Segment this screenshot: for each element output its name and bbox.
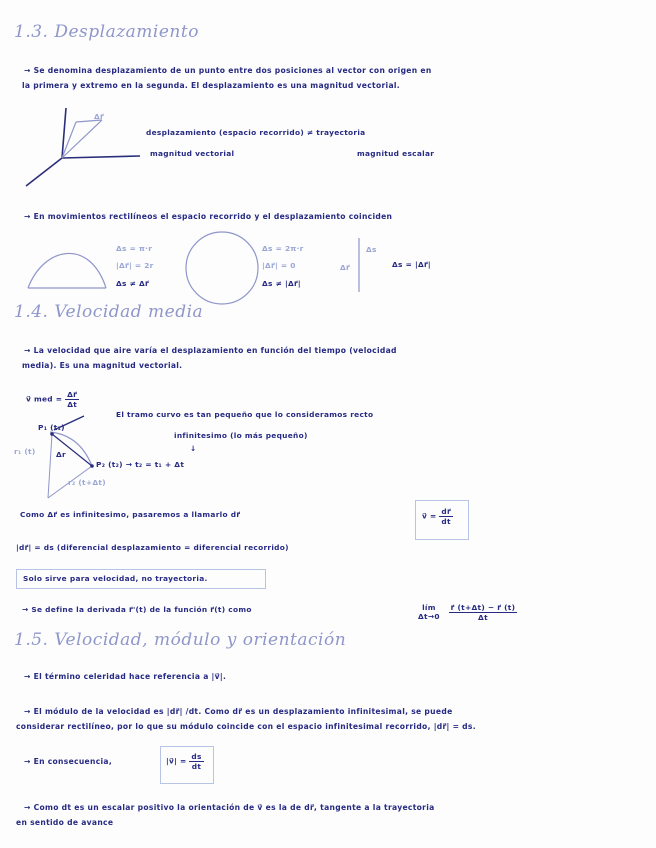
note-arrow: ↓ <box>190 444 197 453</box>
line-ds-label: Δs <box>366 245 377 254</box>
fraction-numerator: dr⃗ <box>441 507 451 516</box>
paragraph-desplazamiento-definition <box>24 63 432 93</box>
arc-dr-label: |Δr⃗| = 2r <box>116 261 154 270</box>
circle-diagram <box>182 230 262 310</box>
text-line: → El módulo de la velocidad es |dr⃗| /dt. Como dr⃗ es un desplazamiento infinitesimal, se puede <box>24 707 453 716</box>
fraction-numerator: r⃗ (t+Δt) − r⃗ (t) <box>450 603 516 612</box>
dr-label: Δr <box>56 450 66 459</box>
fraction-numerator: ds <box>191 752 202 761</box>
paragraph-velocidad-media <box>24 343 397 373</box>
limit-operator <box>418 603 440 621</box>
text-line: en sentido de avance <box>16 818 114 827</box>
limit-word: lím <box>422 603 436 612</box>
circle-dr-label: |Δr⃗| = 0 <box>262 261 296 270</box>
fraction-denominator: dt <box>441 517 451 526</box>
como-line: Como Δr⃗ es infinitesimo, pasaremos a llamarlo dr⃗ <box>20 510 241 519</box>
fraction-denominator: Δt <box>478 613 488 622</box>
paragraph-rectilineo <box>24 209 392 224</box>
note-infinitesimo: infinitesimo (lo más pequeño) <box>174 431 308 440</box>
circle-ds-label: Δs = 2π·r <box>262 244 304 253</box>
arc-ds-label: Δs = π·r <box>116 244 153 253</box>
text-line: la primera y extremo en la segunda. El desplazamiento es una magnitud vectorial. <box>22 81 400 90</box>
line-diagram <box>355 236 365 296</box>
text-line: media). Es una magnitud vectorial. <box>22 361 183 370</box>
p1-point-label: P₁ (t₁) <box>38 423 65 432</box>
text-line: → Se denomina desplazamiento de un punto entre dos posiciones al vector con origen en <box>24 66 432 75</box>
derivative-definition: → Se define la derivada r⃗'(t) de la función r⃗(t) como <box>22 605 252 614</box>
fraction-numerator: Δr⃗ <box>67 390 78 399</box>
note-box <box>16 569 266 589</box>
diagram-note-line1: desplazamiento (espacio recorrido) ≠ trayectoria <box>146 128 366 137</box>
text-line: → Como dt es un escalar positivo la orientación de v⃗ es la de dr⃗, tangente a la trayectoria <box>24 803 435 812</box>
dr-ds-line: |dr⃗| = ds (diferencial desplazamiento = diferencial recorrido) <box>16 543 289 552</box>
paragraph-consecuencia <box>24 754 112 769</box>
vmed-formula <box>26 390 79 409</box>
axes-diagram <box>20 100 160 200</box>
line-equal-label: Δs = |Δr⃗| <box>392 260 431 269</box>
r2-label: r₂ (t+Δt) <box>68 478 106 487</box>
text-line: → La velocidad que aire varía el desplazamiento en función del tiempo (velocidad <box>24 346 397 355</box>
fraction-denominator: Δt <box>67 400 78 409</box>
paragraph-modulo <box>16 704 476 734</box>
circle-compare-label: Δs ≠ |Δr⃗| <box>262 279 301 288</box>
limit-formula <box>418 603 517 622</box>
section-title-1-5: 1.5. Velocidad, módulo y orientación <box>14 630 347 650</box>
text-line: → En consecuencia, <box>24 757 113 766</box>
limit-subscript: Δt→0 <box>418 612 440 621</box>
diagram-note-escalar: magnitud escalar <box>357 149 435 158</box>
diagram-note-vectorial: magnitud vectorial <box>150 149 235 158</box>
vmed-lhs: v⃗ med = <box>26 394 63 404</box>
note-tramo-curvo: El tramo curvo es tan pequeño que lo consideramos recto <box>116 410 374 419</box>
paragraph-celeridad <box>24 669 226 684</box>
section-title-1-4: 1.4. Velocidad media <box>14 302 204 322</box>
note-box-text: Solo sirve para velocidad, no trayectoria. <box>23 574 208 583</box>
text-line: → El término celeridad hace referencia a |v⃗|. <box>24 672 227 681</box>
section-title-1-3: 1.3. Desplazamiento <box>14 22 199 42</box>
limit-fraction <box>449 603 518 622</box>
p2-point-label: P₂ (t₂) → t₂ = t₁ + Δt <box>96 460 185 469</box>
speed-fraction <box>189 752 203 771</box>
velocity-fraction <box>439 507 453 526</box>
delta-r-label: Δr⃗ <box>94 112 104 121</box>
velocity-formula-box <box>415 500 469 540</box>
velocity-lhs: v⃗ = <box>422 511 437 521</box>
speed-formula <box>166 752 204 771</box>
vmed-fraction <box>65 390 79 409</box>
arc-diagram <box>24 240 114 290</box>
fraction-denominator: dt <box>191 762 202 771</box>
paragraph-orientacion <box>16 800 435 830</box>
r1-label: r₁ (t) <box>14 447 36 456</box>
velocity-formula <box>422 507 453 526</box>
text-line: → En movimientos rectilíneos el espacio recorrido y el desplazamiento coinciden <box>24 212 393 221</box>
speed-formula-box <box>160 746 214 784</box>
text-line: considerar rectilíneo, por lo que su módulo coincide con el espacio infinitesimal recorrido, |dr⃗| = ds. <box>16 722 476 731</box>
arc-compare-label: Δs ≠ Δr⃗ <box>116 279 149 288</box>
line-dr-label: Δr⃗ <box>340 263 350 272</box>
speed-lhs: |v⃗| = <box>166 756 187 766</box>
